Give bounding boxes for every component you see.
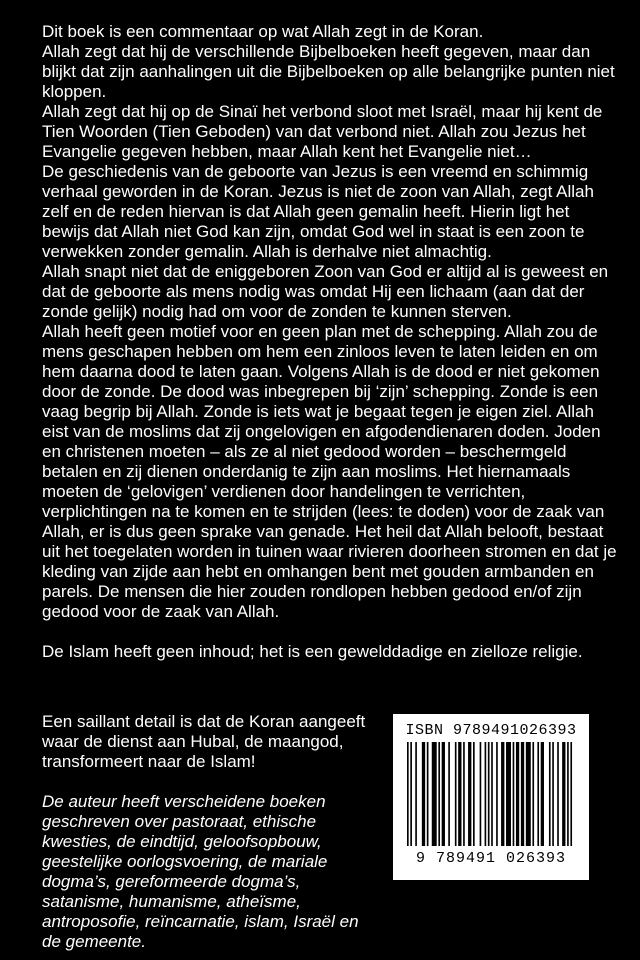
barcode-bar	[473, 742, 475, 846]
barcode-bar	[448, 742, 450, 846]
barcode-bar	[480, 742, 482, 846]
barcode-bar	[526, 742, 531, 846]
barcode-bar	[549, 742, 551, 846]
barcode-bar	[422, 742, 425, 846]
barcode-bar	[407, 742, 409, 846]
barcode-bar	[532, 742, 534, 846]
barcode-bar	[506, 742, 511, 846]
barcode-bar	[541, 742, 544, 846]
barcode-graphic	[407, 742, 577, 846]
barcode-bar	[488, 742, 490, 846]
barcode-bar	[458, 742, 461, 846]
spacer	[42, 622, 617, 642]
isbn-label: ISBN 9789491026393	[405, 722, 577, 739]
barcode-bar	[463, 742, 465, 846]
barcode-bar	[537, 742, 539, 846]
barcode-bar	[442, 742, 445, 846]
author-note: De auteur heeft verscheidene boeken geschreven over pastoraat, ethische kwesties, de eindtijd, geloofsopbouw, geestelijke oorlogsvoering, de mariale dogma’s, gereformeerde dogma’s, satanisme, humanisme, atheïsme, antroposofie, reïncarnatie, islam, Israël en de gemeente.	[42, 792, 359, 951]
barcode-bar	[516, 742, 519, 846]
paragraph-creation: Allah heeft geen motief voor en geen plan met de schepping. Allah zou de mens geschapen hebben om hem een zinloos leven te laten leiden en om hem daarna dood te laten gaan. Volgens Allah is de dood er niet gekomen door de zonde. De dood was inbegrepen bij ‘zijn’ schepping. Zonde is een vaag begrip bij Allah. Zonde is iets wat je begaat tegen je eigen ziel. Allah eist van de moslims dat zij ongelovigen en afgodendienaren doden. Joden en christenen moeten – als ze al niet gedood worden – beschermgeld betalen en zij dienen onderdanig te zijn aan moslims. Het hiernamaals moeten de ‘gelovigen’ verdienen door handelingen te verrichten, verplichtingen na te komen en te strijden (lees: te doden) voor de zaak van Allah, er is dus geen sprake van genade. Het heil dat Allah belooft, bestaat uit het toegelaten worden in tuinen waar rivieren doorheen stromen en dat je kleding van zijde aan hebt en omhangen bent met gouden armbanden en parels. De mensen die hier zouden rondlopen hebben gedood en/of zijn gedood voor de zaak van Allah.	[42, 322, 617, 621]
barcode-bars	[407, 742, 577, 846]
paragraph-birth-of-jesus: De geschiedenis van de geboorte van Jezus is een vreemd en schimmig verhaal geworden in de Koran. Jezus is niet de zoon van Allah, zegt Allah zelf en de reden hiervan is dat Allah geen gemalin heeft. Hierin ligt het bewijs dat Allah niet God kan zijn, omdat God wel in staat is een zoon te verwekken zonder gemalin. Allah is derhalve niet almachtig.	[42, 162, 594, 261]
paragraph-conclusion: De Islam heeft geen inhoud; het is een gewelddadige en zielloze religie.	[42, 642, 583, 661]
barcode-bar	[438, 742, 440, 846]
barcode-bar	[562, 742, 565, 846]
barcode-bar	[570, 742, 572, 846]
paragraph-sinai: Allah zegt dat hij op de Sinaï het verbond sloot met Israël, maar hij kent de Tien Woorden (Tien Geboden) van dat verbond niet. Allah zou Jezus het Evangelie gegeven hebben, maar Allah kent het Evangelie niet…	[42, 102, 603, 161]
barcode-bar	[410, 742, 412, 846]
barcode-bar	[496, 742, 498, 846]
barcode-bar	[491, 742, 493, 846]
paragraph-bible-books: Allah zegt dat hij de verschillende Bijbelboeken heeft gegeven, maar dan blijkt dat zijn aanhalingen uit die Bijbelboeken op alle belangrijke punten niet kloppen.	[42, 42, 615, 101]
barcode-bar	[455, 742, 457, 846]
barcode-bar	[432, 742, 437, 846]
isbn-barcode	[393, 714, 589, 880]
paragraph-only-son: Allah snapt niet dat de eniggeboren Zoon van God er altijd al is geweest en dat de geboorte als mens nodig was omdat Hij een lichaam (aan dat der zonde gelijk) nodig had om voor de zonden te kunnen sterven.	[42, 262, 609, 321]
barcode-bar	[552, 742, 554, 846]
barcode-bar	[521, 742, 524, 846]
barcode-number: 9 789491 026393	[415, 850, 567, 867]
barcode-bar	[501, 742, 504, 846]
paragraph-intro: Dit boek is een commentaar op wat Allah zegt in de Koran.	[42, 22, 484, 41]
barcode-bar	[415, 742, 417, 846]
bottom-left-text	[42, 712, 377, 952]
back-cover-text	[42, 22, 617, 662]
paragraph-detail: Een saillant detail is dat de Koran aangeeft waar de dienst aan Hubal, de maangod, transformeert naar de Islam!	[42, 712, 366, 771]
barcode-bar	[427, 742, 429, 846]
barcode-bar	[567, 742, 569, 846]
barcode-bar	[557, 742, 559, 846]
barcode-bar	[468, 742, 471, 846]
barcode-bar	[513, 742, 515, 846]
barcode-bar	[485, 742, 487, 846]
